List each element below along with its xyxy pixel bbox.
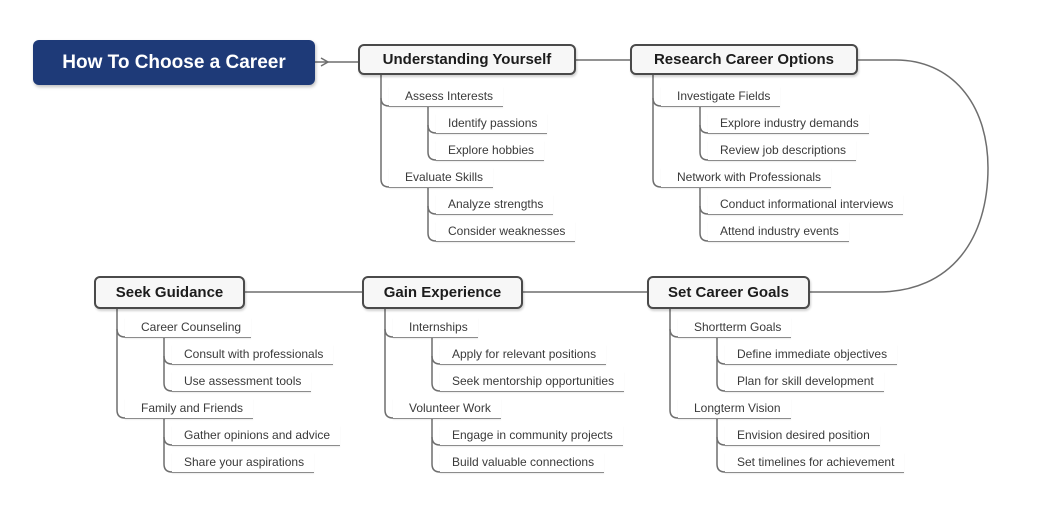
- subtopic-engage-in-community-projects[interactable]: Engage in community projects: [440, 426, 623, 446]
- subtopic-envision-desired-position[interactable]: Envision desired position: [725, 426, 880, 446]
- subtopic-seek-mentorship-opportunities[interactable]: Seek mentorship opportunities: [440, 372, 624, 392]
- subtopic-internships[interactable]: Internships: [393, 318, 478, 338]
- subtopic-gather-opinions-and-advice[interactable]: Gather opinions and advice: [172, 426, 340, 446]
- branch-understanding-yourself[interactable]: Understanding Yourself: [358, 44, 576, 75]
- subtopic-investigate-fields[interactable]: Investigate Fields: [661, 87, 780, 107]
- subtopic-volunteer-work[interactable]: Volunteer Work: [393, 399, 501, 419]
- branch-gain-experience[interactable]: Gain Experience: [362, 276, 523, 309]
- subtopic-explore-industry-demands[interactable]: Explore industry demands: [708, 114, 869, 134]
- subtopic-conduct-informational-interviews[interactable]: Conduct informational interviews: [708, 195, 903, 215]
- subtopic-assess-interests[interactable]: Assess Interests: [389, 87, 503, 107]
- subtopic-longterm-vision[interactable]: Longterm Vision: [678, 399, 791, 419]
- subtopic-plan-for-skill-development[interactable]: Plan for skill development: [725, 372, 884, 392]
- branch-seek-guidance[interactable]: Seek Guidance: [94, 276, 245, 309]
- subtopic-use-assessment-tools[interactable]: Use assessment tools: [172, 372, 311, 392]
- subtopic-set-timelines-for-achievement[interactable]: Set timelines for achievement: [725, 453, 904, 473]
- subtopic-consult-with-professionals[interactable]: Consult with professionals: [172, 345, 333, 365]
- subtopic-network-with-professionals[interactable]: Network with Professionals: [661, 168, 831, 188]
- subtopic-identify-passions[interactable]: Identify passions: [436, 114, 547, 134]
- wrap-around-connector: [810, 60, 988, 292]
- branch-set-career-goals[interactable]: Set Career Goals: [647, 276, 810, 309]
- subtopic-build-valuable-connections[interactable]: Build valuable connections: [440, 453, 604, 473]
- subtopic-apply-for-relevant-positions[interactable]: Apply for relevant positions: [440, 345, 606, 365]
- subtopic-career-counseling[interactable]: Career Counseling: [125, 318, 251, 338]
- subtopic-define-immediate-objectives[interactable]: Define immediate objectives: [725, 345, 897, 365]
- subtopic-review-job-descriptions[interactable]: Review job descriptions: [708, 141, 856, 161]
- branch-research-career-options[interactable]: Research Career Options: [630, 44, 858, 75]
- subtopic-share-your-aspirations[interactable]: Share your aspirations: [172, 453, 314, 473]
- subtopic-analyze-strengths[interactable]: Analyze strengths: [436, 195, 553, 215]
- subtopic-explore-hobbies[interactable]: Explore hobbies: [436, 141, 544, 161]
- subtopic-family-and-friends[interactable]: Family and Friends: [125, 399, 253, 419]
- root-topic[interactable]: How To Choose a Career: [33, 40, 315, 85]
- subtopic-shortterm-goals[interactable]: Shortterm Goals: [678, 318, 791, 338]
- subtopic-consider-weaknesses[interactable]: Consider weaknesses: [436, 222, 575, 242]
- subtopic-evaluate-skills[interactable]: Evaluate Skills: [389, 168, 493, 188]
- subtopic-attend-industry-events[interactable]: Attend industry events: [708, 222, 849, 242]
